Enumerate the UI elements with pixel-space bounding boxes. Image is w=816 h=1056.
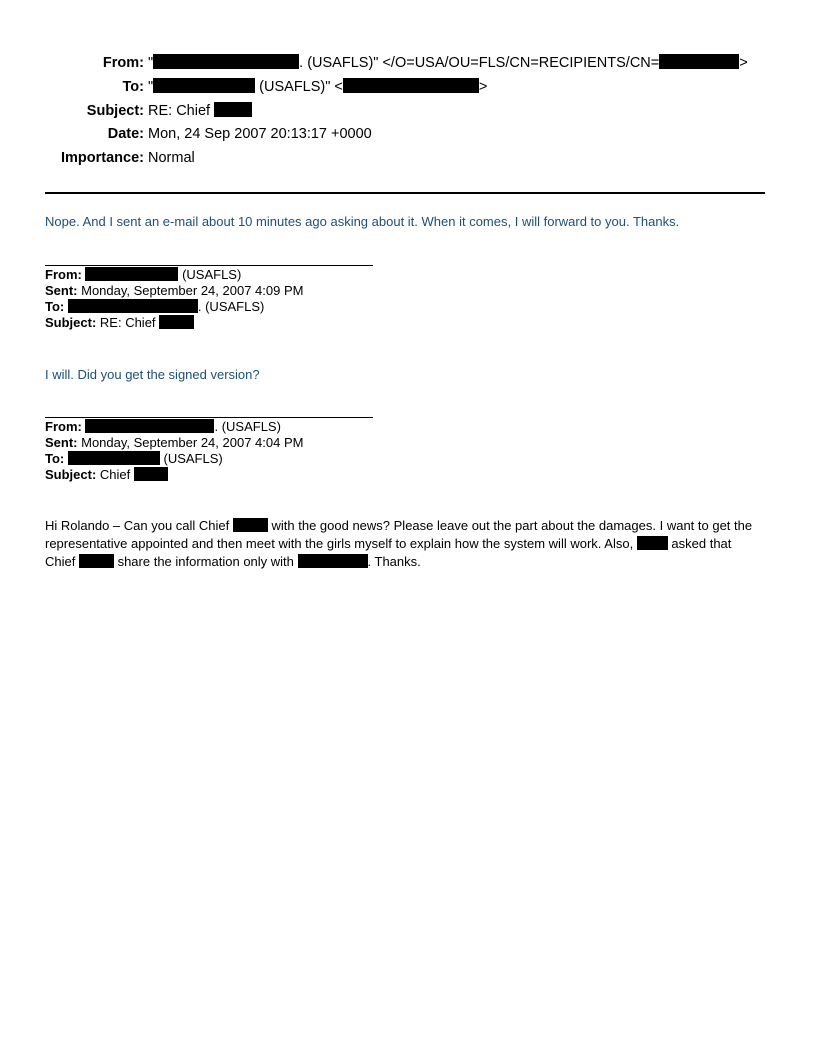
quoted-subject-value: RE: Chief <box>96 315 160 330</box>
header-date-label: Date: <box>107 126 144 142</box>
header-from-row <box>0 53 748 73</box>
redaction-bar <box>79 554 114 568</box>
header-to-close: > <box>478 79 488 95</box>
redaction-bar <box>637 536 668 550</box>
redaction-bar <box>343 78 479 93</box>
quoted-from-label: From: <box>45 267 82 282</box>
quote-divider <box>45 265 373 266</box>
body-text: with the good news? Please leave out the part about the damages. I want to get the representative appointed and then meet with the girls myself to explain how the system will work. Also, <box>45 518 753 551</box>
redaction-bar <box>85 267 178 281</box>
redaction-bar <box>233 518 268 532</box>
header-importance-row <box>0 148 195 168</box>
redaction-bar <box>85 419 214 433</box>
header-to-address: (USAFLS)" < <box>255 79 343 95</box>
redaction-bar <box>298 554 368 568</box>
quoted-to-label: To: <box>45 299 65 314</box>
header-from-open-quote: " <box>148 55 154 71</box>
redaction-bar <box>153 54 299 69</box>
quoted-subject-label: Subject: <box>45 315 97 330</box>
redaction-bar <box>68 451 160 465</box>
redaction-bar <box>214 102 252 117</box>
quoted-sent-value: Monday, September 24, 2007 4:04 PM <box>77 435 304 450</box>
header-divider <box>45 192 765 194</box>
header-from-address: . (USAFLS)" </O=USA/OU=FLS/CN=RECIPIENTS/CN= <box>299 55 660 71</box>
quoted-sent-label: Sent: <box>45 435 78 450</box>
header-importance-label: Importance: <box>61 150 144 166</box>
header-date-value: Mon, 24 Sep 2007 20:13:17 +0000 <box>148 126 372 142</box>
redaction-bar <box>134 467 168 481</box>
body-text: asked that Chief <box>45 536 732 569</box>
quoted-from-value: (USAFLS) <box>178 267 242 282</box>
quoted-sent-value: Monday, September 24, 2007 4:09 PM <box>77 283 304 298</box>
quoted-to-value: . (USAFLS) <box>197 299 265 314</box>
redaction-bar <box>68 299 198 313</box>
body-text: share the information only with <box>113 554 298 569</box>
quoted-to-value: (USAFLS) <box>159 451 223 466</box>
header-subject-row <box>0 101 252 121</box>
header-to-row <box>0 77 487 97</box>
reply-text: Nope. And I sent an e-mail about 10 minutes ago asking about it. When it comes, I will forward to you. Thanks. <box>45 214 680 229</box>
quoted-subject-value: Chief <box>96 467 134 482</box>
quoted-from-value: . (USAFLS) <box>214 419 281 434</box>
header-subject-value: RE: Chief <box>148 103 215 119</box>
header-to-open-quote: " <box>148 79 154 95</box>
header-date-row <box>0 124 372 144</box>
quoted-header <box>45 419 303 483</box>
header-from-label: From: <box>102 55 144 71</box>
redaction-bar <box>153 78 255 93</box>
reply-text: I will. Did you get the signed version? <box>45 367 260 382</box>
redaction-bar <box>659 54 739 69</box>
header-importance-value: Normal <box>148 150 195 166</box>
quoted-header <box>45 267 303 331</box>
quoted-sent-label: Sent: <box>45 283 78 298</box>
quoted-subject-label: Subject: <box>45 467 97 482</box>
quoted-from-label: From: <box>45 419 82 434</box>
header-from-close: > <box>739 55 748 71</box>
message-body <box>45 517 765 571</box>
quoted-to-label: To: <box>45 451 65 466</box>
quote-divider <box>45 417 373 418</box>
redaction-bar <box>159 315 194 329</box>
header-to-label: To: <box>122 79 144 95</box>
body-text: Hi Rolando – Can you call Chief <box>45 518 233 533</box>
header-subject-label: Subject: <box>86 103 144 119</box>
body-text: . Thanks. <box>367 554 421 569</box>
